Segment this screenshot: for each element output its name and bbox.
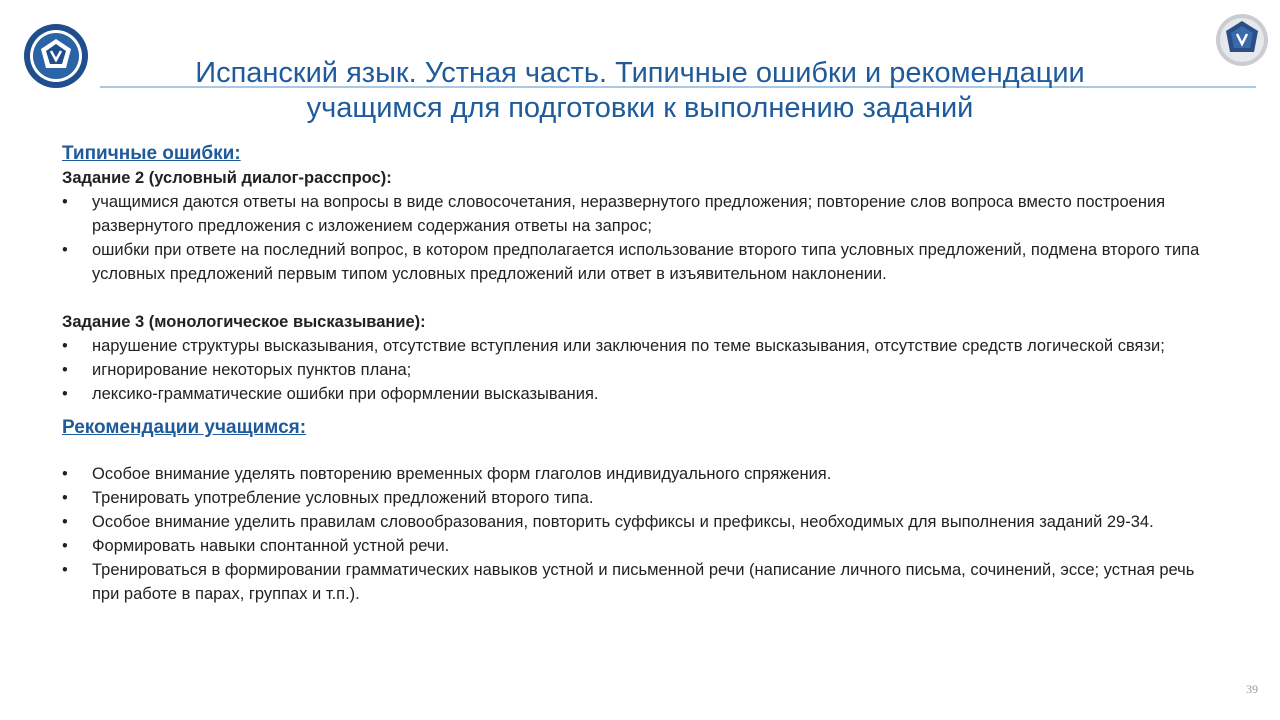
title-line-1: Испанский язык. Устная часть. Типичные ошибки и рекомендации [195,57,1085,89]
institution-emblem-icon [22,22,90,90]
task3-list [62,334,1222,406]
list-item: • нарушение структуры высказывания, отсутствие вступления или заключения по теме высказывания, отсутствие средств логической связи; [62,334,1222,358]
recommendations-heading: Рекомендации учащимся: [62,417,307,438]
list-item: • Тренировать употребление условных предложений второго типа. [62,486,1222,510]
slide-content [62,142,1222,606]
list-item: • Тренироваться в формировании грамматических навыков устной и письменной речи (написание личного письма, сочинений, эссе; устная речь при работе в парах, группах и т.п.). [62,558,1222,606]
list-item: • ошибки при ответе на последний вопрос, в котором предполагается использование второго типа условных предложений, подмена второго типа условных предложений первым типом условных предложений или ответ в изъявительном наклонении. [62,238,1222,286]
institution-shield-icon [1214,12,1270,68]
task3-heading: Задание 3 (монологическое высказывание): [62,313,426,331]
list-item: • Особое внимание уделять повторению временных форм глаголов индивидуального спряжения. [62,462,1222,486]
recommendations-list [62,462,1222,606]
title-line-2: учащимся для подготовки к выполнению заданий [306,92,974,124]
list-item: • Особое внимание уделить правилам словообразования, повторить суффиксы и префиксы, необходимых для выполнения заданий 29-34. [62,510,1222,534]
task2-heading: Задание 2 (условный диалог-расспрос): [62,169,392,187]
list-item: • лексико-грамматические ошибки при оформлении высказывания. [62,382,1222,406]
page-title [100,56,1180,126]
list-item: • Формировать навыки спонтанной устной речи. [62,534,1222,558]
page-number: 39 [1246,682,1258,696]
errors-heading: Типичные ошибки: [62,143,241,164]
task2-list [62,190,1222,286]
list-item: • игнорирование некоторых пунктов плана; [62,358,1222,382]
list-item: • учащимися даются ответы на вопросы в виде словосочетания, неразвернутого предложения; повторение слов вопроса вместо построения развернутого предложения с изложением содержания ответы на запрос; [62,190,1222,238]
